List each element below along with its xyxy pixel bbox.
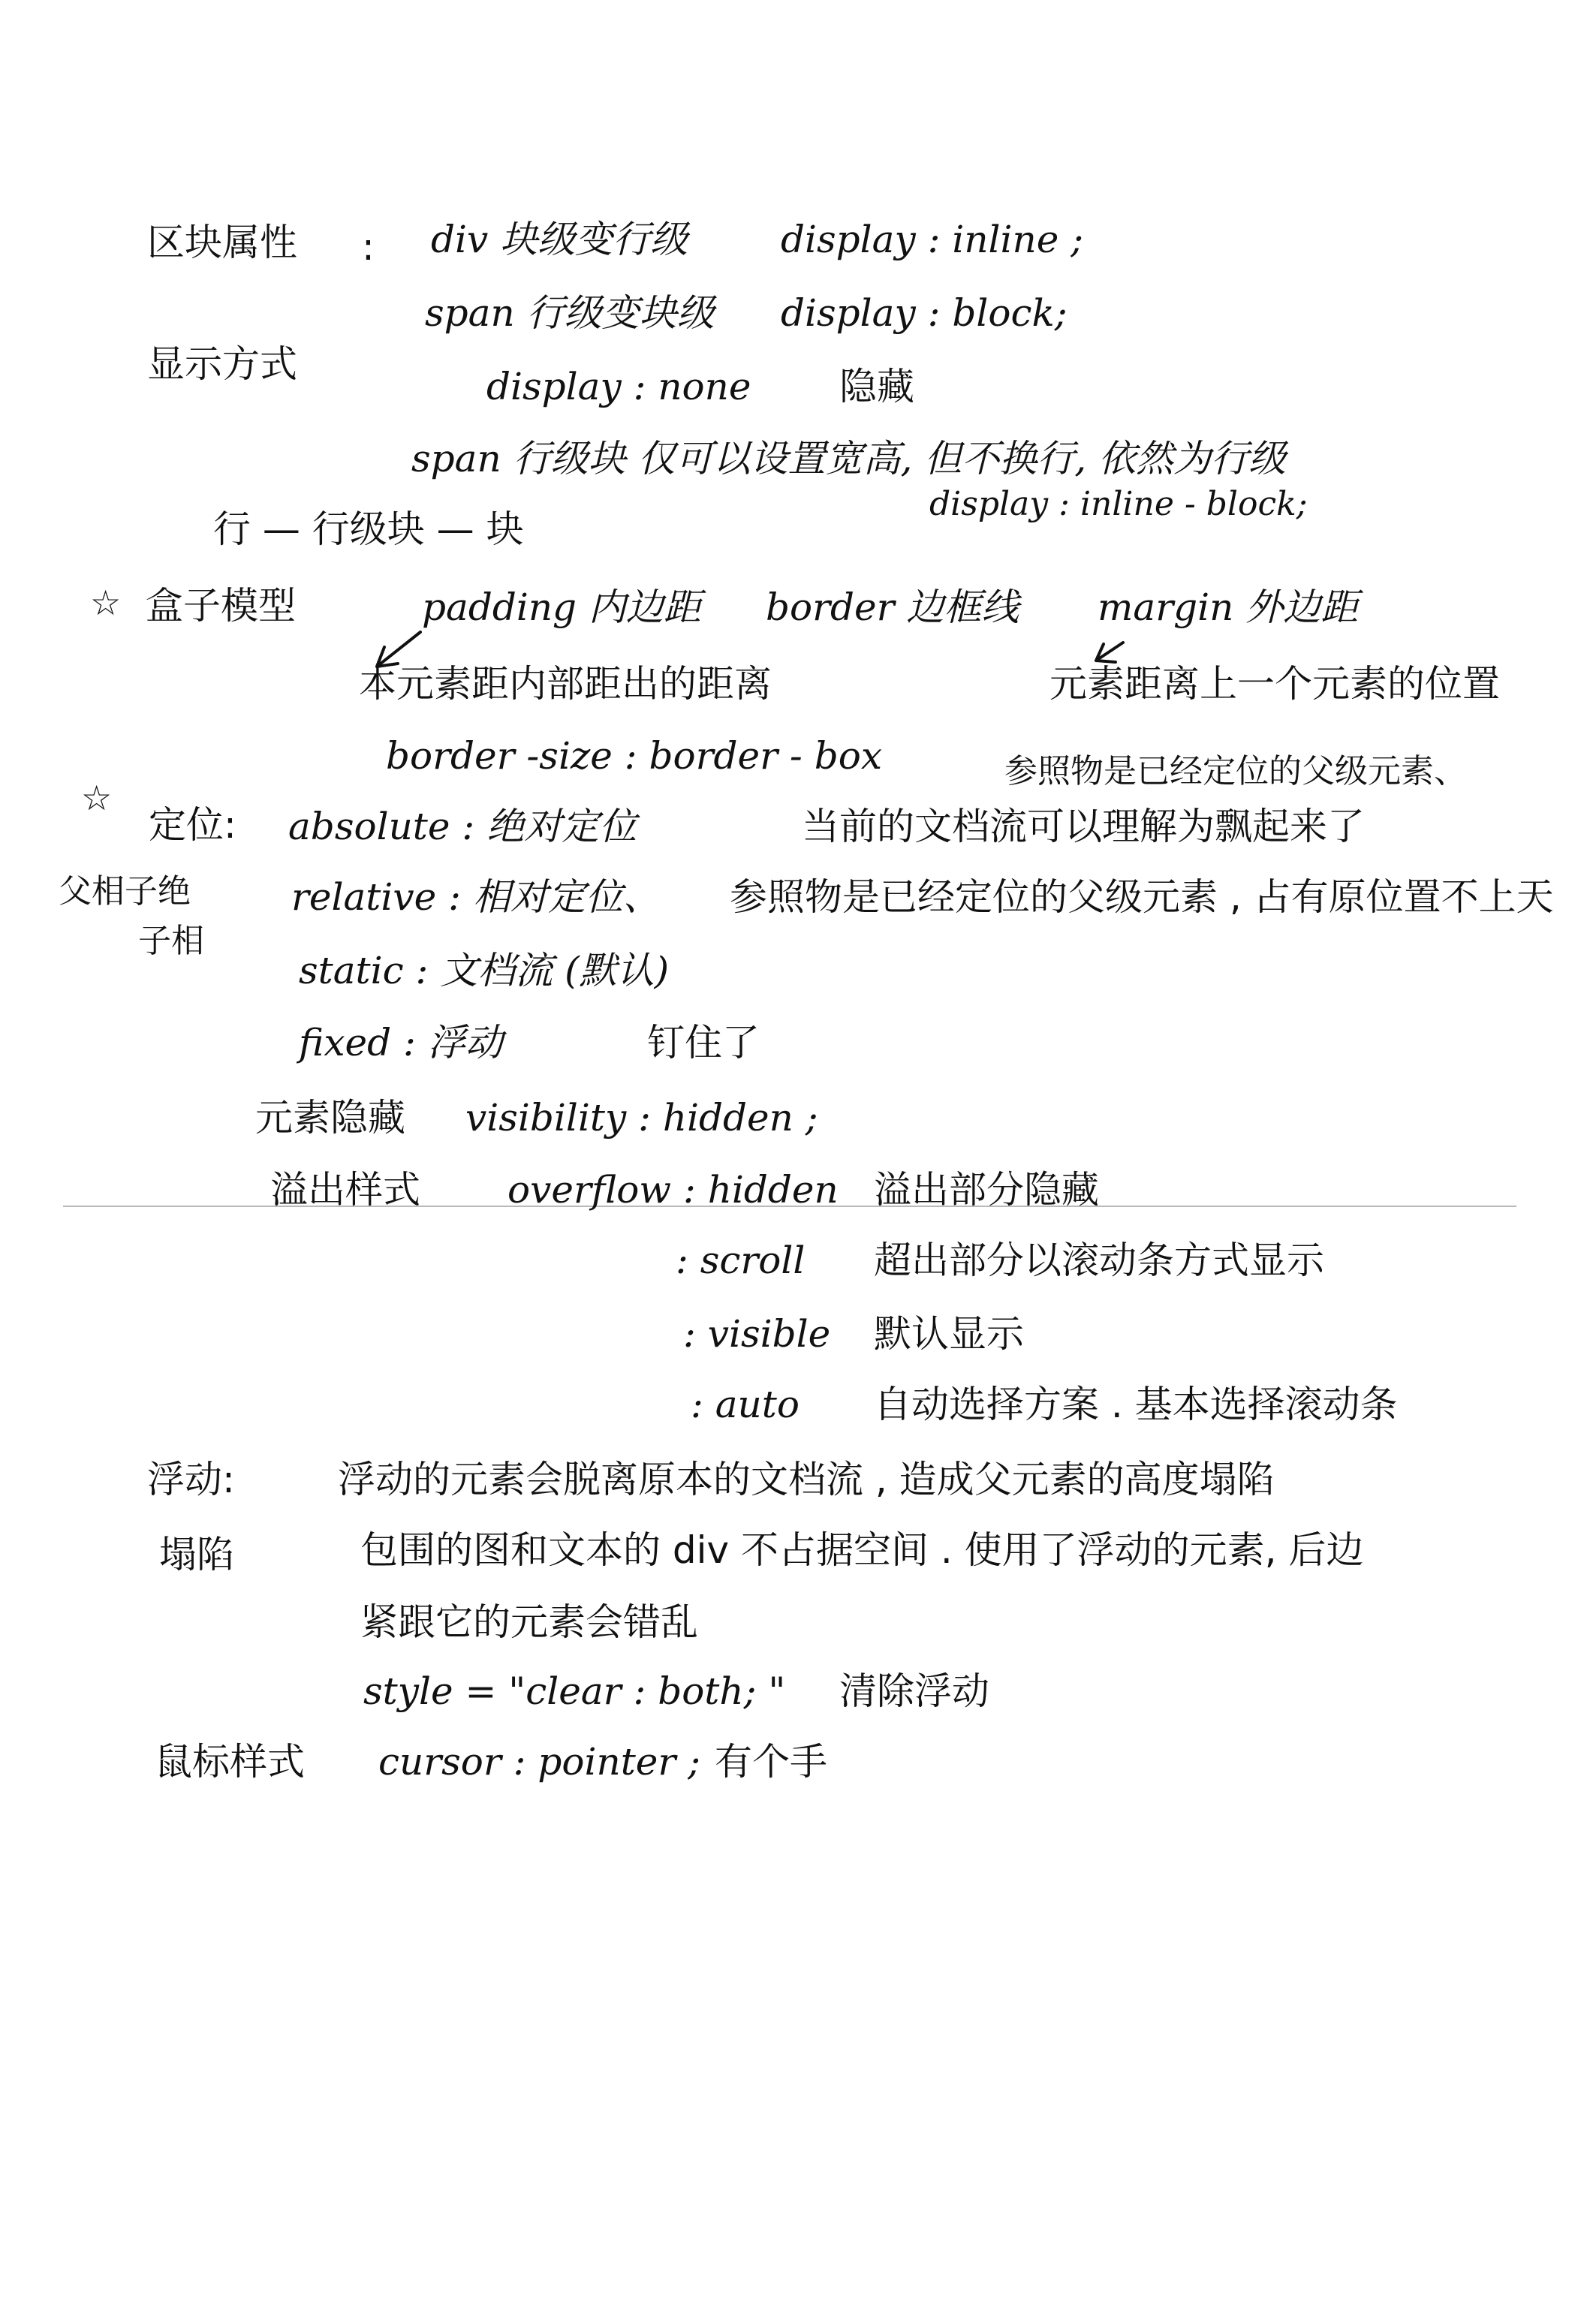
- relative-text: relative : 相对定位、: [291, 875, 661, 919]
- border-size-code: border -size : border - box: [386, 734, 883, 778]
- overflow-visible-code: : visible: [683, 1312, 831, 1356]
- display-block-code: display : block;: [781, 291, 1068, 335]
- float-desc-1: 浮动的元素会脱离原本的文档流 , 造成父元素的高度塌陷: [338, 1458, 1275, 1501]
- element-hide-label: 元素隐藏: [255, 1096, 405, 1139]
- fixed-desc: 钉住了: [647, 1021, 760, 1064]
- absolute-desc: 当前的文档流可以理解为飘起来了: [802, 805, 1365, 848]
- cursor-pointer-code: cursor : pointer ;: [378, 1740, 701, 1784]
- padding-text: padding 内边距: [422, 586, 701, 629]
- block-attr-label: 区块属性: [147, 221, 297, 264]
- border-text: border 边框线: [766, 586, 1019, 629]
- static-text: static : 文档流 (默认): [299, 949, 670, 992]
- overflow-visible-desc: 默认显示: [874, 1312, 1024, 1356]
- star-icon-2: ☆: [81, 778, 113, 818]
- display-none-code: display : none: [486, 365, 751, 408]
- overflow-auto-desc: 自动选择方案 . 基本选择滚动条: [874, 1383, 1398, 1426]
- row-levels-text: 行 — 行级块 — 块: [213, 507, 524, 551]
- fixed-text: fixed : 浮动: [299, 1021, 503, 1064]
- position-label: 定位:: [149, 803, 236, 847]
- parent-child-note-2: 子相: [138, 922, 204, 960]
- overflow-scroll-desc: 超出部分以滚动条方式显示: [874, 1239, 1324, 1282]
- colon: :: [362, 225, 375, 269]
- cursor-desc: 有个手: [715, 1740, 827, 1784]
- overflow-hidden-code: overflow : hidden: [507, 1168, 839, 1212]
- float-desc-2: 包围的图和文本的 div 不占据空间 . 使用了浮动的元素, 后边: [360, 1528, 1364, 1572]
- overflow-scroll-code: : scroll: [676, 1239, 806, 1282]
- div-change-text: div 块级变行级: [431, 218, 688, 261]
- relative-reference-note: 参照物是已经定位的父级元素、: [1004, 752, 1467, 790]
- box-model-label: 盒子模型: [146, 584, 296, 628]
- parent-child-note: 父相子绝: [59, 872, 191, 911]
- cursor-style-label: 鼠标样式: [155, 1740, 305, 1784]
- span-change-text: span 行级变块级: [425, 291, 715, 335]
- display-mode-label: 显示方式: [147, 342, 297, 386]
- collapse-label: 塌陷: [159, 1533, 234, 1576]
- margin-text: margin 外边距: [1098, 586, 1359, 629]
- display-inline-code: display : inline ;: [781, 218, 1084, 261]
- margin-desc: 元素距离上一个元素的位置: [1049, 662, 1500, 706]
- float-label: 浮动:: [147, 1458, 235, 1501]
- overflow-auto-code: : auto: [691, 1383, 800, 1426]
- relative-desc: 参照物是已经定位的父级元素 , 占有原位置不上天: [730, 875, 1554, 919]
- star-icon: ☆: [90, 583, 122, 623]
- absolute-text: absolute : 绝对定位: [288, 805, 637, 848]
- span-inline-block-note: span 行级块 仅可以设置宽高, 但不换行, 依然为行级: [411, 437, 1287, 480]
- display-inline-block-code: display : inline - block;: [929, 485, 1308, 523]
- overflow-label: 溢出样式: [270, 1168, 420, 1212]
- arrow-margin: [1096, 643, 1123, 662]
- hide-text: 隐藏: [839, 365, 914, 408]
- float-desc-3: 紧跟它的元素会错乱: [360, 1600, 698, 1644]
- overflow-hidden-desc: 溢出部分隐藏: [874, 1168, 1099, 1212]
- clear-both-code: style = "clear : both; ": [363, 1669, 786, 1713]
- padding-desc: 本元素距内部距出的距离: [359, 662, 772, 706]
- clear-float-desc: 清除浮动: [839, 1669, 989, 1713]
- visibility-code: visibility : hidden ;: [465, 1096, 818, 1139]
